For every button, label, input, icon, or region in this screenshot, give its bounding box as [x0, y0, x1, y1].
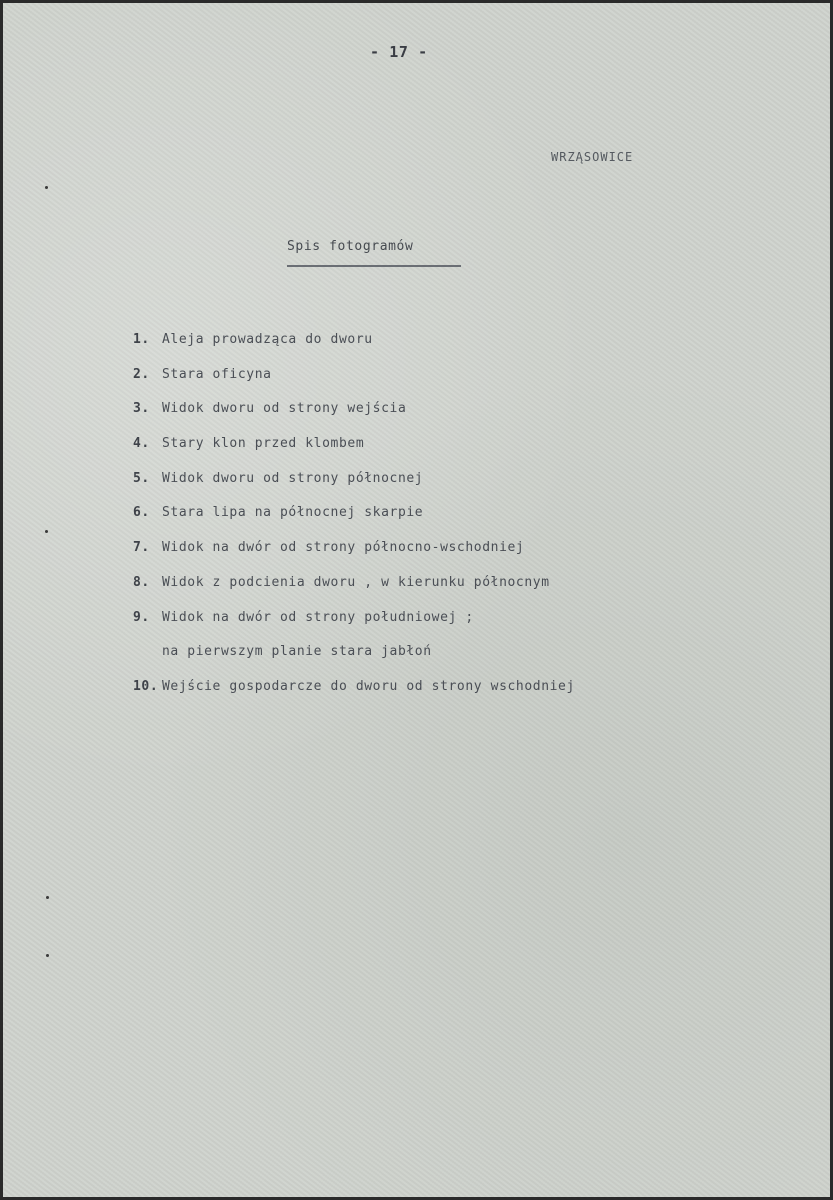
- page-number: - 17 -: [370, 43, 428, 61]
- item-text: Widok dworu od strony północnej: [162, 470, 424, 486]
- list-item: [133, 469, 575, 504]
- list-item: [133, 365, 575, 400]
- list-item: [133, 330, 575, 365]
- item-text: Widok dworu od strony wejścia: [162, 401, 407, 417]
- item-number: 6.: [133, 505, 150, 521]
- item-number: 9.: [133, 609, 150, 625]
- title-underline: [287, 265, 461, 267]
- item-number: 8.: [133, 574, 150, 590]
- photo-list: [133, 330, 575, 712]
- item-text: Stary klon przed klombem: [162, 436, 365, 452]
- place-name: WRZĄSOWICE: [551, 150, 634, 164]
- paper-speck: [45, 186, 48, 189]
- document-page: [3, 3, 830, 1197]
- paper-speck: [45, 530, 48, 533]
- item-number: 7.: [133, 540, 150, 556]
- paper-speck: [46, 896, 49, 899]
- item-text: Widok na dwór od strony południowej ;: [162, 609, 474, 625]
- item-number: 1.: [133, 332, 150, 347]
- item-number: 2.: [133, 366, 150, 382]
- list-item-continuation: [133, 642, 575, 677]
- item-text: Aleja prowadząca do dworu: [162, 332, 373, 347]
- list-item: [133, 677, 575, 712]
- list-item: [133, 434, 575, 469]
- item-text: Stara oficyna: [162, 366, 272, 382]
- item-number: 10.: [133, 678, 159, 694]
- item-text: Stara lipa na północnej skarpie: [162, 505, 424, 521]
- list-item: [133, 503, 575, 538]
- page-title: Spis fotogramów: [287, 239, 414, 254]
- list-item: [133, 573, 575, 608]
- item-number: 5.: [133, 470, 150, 486]
- item-text: Widok na dwór od strony północno-wschodniej: [162, 540, 525, 556]
- item-text: na pierwszym planie stara jabłoń: [162, 644, 432, 660]
- item-number: 3.: [133, 401, 150, 417]
- list-item: [133, 608, 575, 643]
- item-number: 4.: [133, 436, 150, 452]
- list-item: [133, 399, 575, 434]
- item-text: Widok z podcienia dworu , w kierunku północnym: [162, 574, 550, 590]
- list-item: [133, 538, 575, 573]
- item-text: Wejście gospodarcze do dworu od strony wschodniej: [162, 678, 575, 694]
- paper-speck: [46, 954, 49, 957]
